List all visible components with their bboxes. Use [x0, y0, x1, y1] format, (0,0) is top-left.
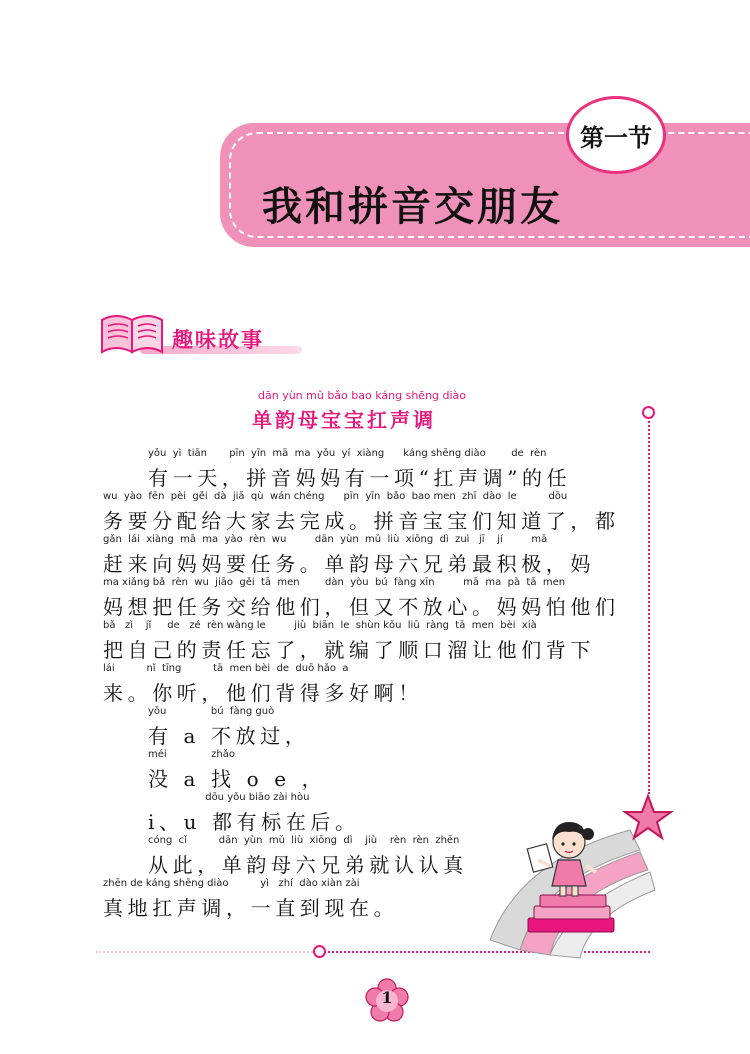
line-text: 妈想把任务交给他们，但又不放心。妈妈怕他们 [103, 595, 620, 619]
line-text: 把自己的责任忘了，就编了顺口溜让他们背下 [103, 638, 595, 662]
line-text: 赶来向妈妈要任务。单韵母六兄弟最积极，妈 [103, 552, 595, 576]
line-text: 务要分配给大家去完成。拼音宝宝们知道了，都 [103, 509, 620, 533]
verse-text: 有 a 不放过， [148, 724, 310, 748]
line-text: 有一天，拼音妈妈有一项“扛声调”的任 [148, 466, 572, 490]
dotted-line-vertical [648, 414, 650, 794]
line-text: 来。你听，他们背得多好啊！ [103, 681, 423, 705]
line-pinyin: ma xiǎng bǎ rèn wu jiāo gěi tā men dàn yòu bú fàng xīn mā ma pà tā men [103, 577, 566, 588]
ring-ornament [313, 945, 326, 958]
verse-text: i、u 都有标在后。 [148, 810, 360, 834]
verse-pinyin: cóng cǐ dān yùn mǔ liù xiōng dì jiù rèn rèn zhēn [148, 835, 460, 846]
line-pinyin: yǒu yì tiān pīn yīn mā ma yǒu yí xiàng káng shēng diào de rèn [148, 448, 547, 459]
open-book-icon [98, 310, 168, 356]
story-title: 单韵母宝宝扛声调 [252, 408, 436, 432]
story-title-pinyin: dān yùn mǔ bǎo bao káng shēng diào [258, 389, 467, 402]
verse-pinyin: dōu yǒu biāo zài hòu [148, 792, 310, 803]
chapter-title: 我和拼音交朋友 [262, 184, 563, 230]
page-number: 1 [381, 988, 393, 1007]
verse-text: 没 a 找 o e ， [148, 767, 327, 791]
verse-text: 从此，单韵母六兄弟就认认真 [148, 853, 468, 877]
section-heading: 趣味故事 [172, 328, 264, 352]
section-badge [566, 96, 666, 174]
page-number-badge [364, 978, 410, 1024]
verse-pinyin: yǒu bú fàng guò [148, 706, 275, 717]
line-pinyin: lái nǐ tīng tā men bèi de duō hǎo a [103, 663, 349, 674]
line-pinyin: wu yào fēn pèi gěi dà jiā qù wán chéng pīn yīn bǎo bao men zhī dào le dōu [103, 491, 568, 502]
ring-ornament [642, 406, 655, 419]
verse-pinyin: méi zhǎo [148, 749, 236, 760]
line-pinyin: bǎ zì jǐ de zé rèn wàng le jiù biān le shùn kǒu liū ràng tā men bèi xià [103, 620, 537, 631]
verse-pinyin: zhēn de káng shēng diào yì zhí dào xiàn zài [103, 878, 360, 889]
chapter-banner [220, 123, 750, 247]
dotted-line-left [96, 951, 316, 953]
girl-with-books-illustration [480, 790, 680, 960]
section-label: 第一节 [580, 123, 652, 152]
line-pinyin: gǎn lái xiàng mā ma yào rèn wu dān yùn mǔ liù xiōng dì zuì jī jí mā [103, 534, 548, 545]
verse-text: 真地扛声调，一直到现在。 [103, 896, 399, 920]
